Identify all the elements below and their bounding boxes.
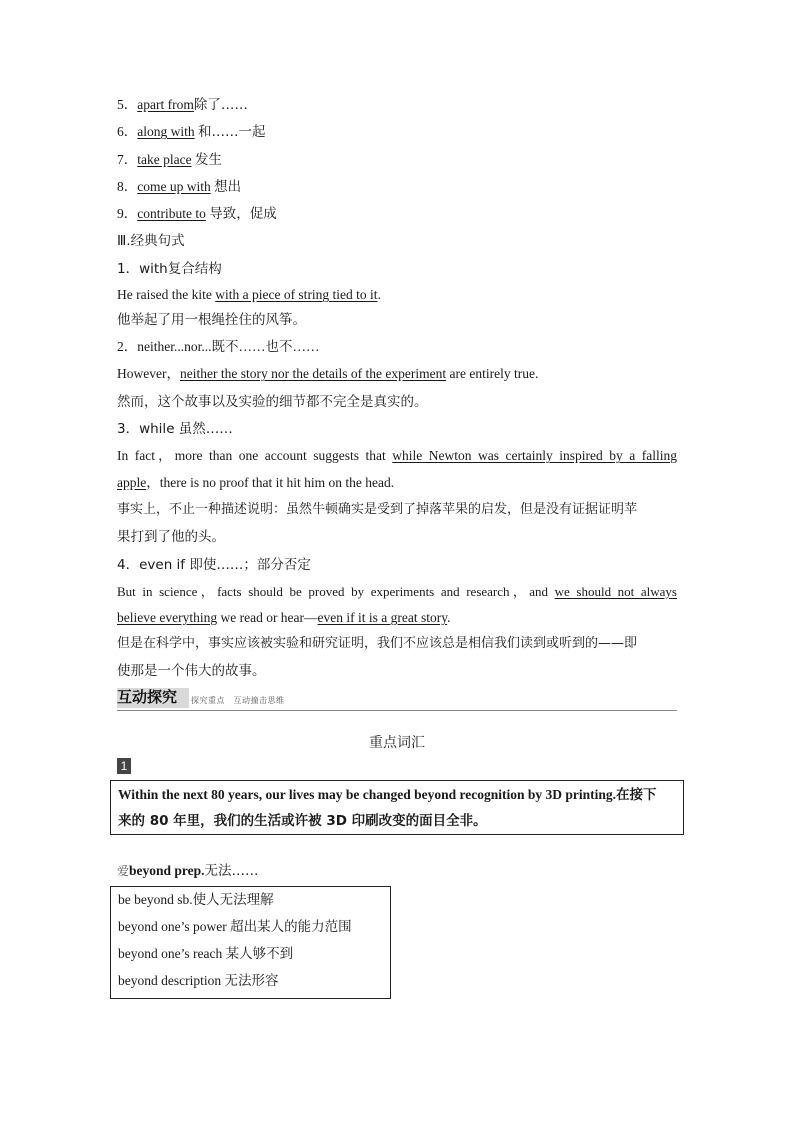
phrase-answer: apart from xyxy=(137,97,194,112)
phrase-answer: contribute to xyxy=(137,206,206,221)
pattern-heading-2: 2．neither...nor...既不……也不…… xyxy=(117,339,320,354)
pattern-heading-3: 3．while 虽然…… xyxy=(117,421,233,437)
phrase-item-5 xyxy=(117,95,677,115)
pattern-example-4-line1: But in science，facts should be proved by experiments and research，and we should not always xyxy=(117,584,677,599)
phrase-meaning: 导致，促成 xyxy=(209,206,277,222)
section-heading: Ⅲ.经典句式 xyxy=(117,233,185,249)
banner-subtitle: 探究重点 互动撞击思维 xyxy=(191,696,285,705)
phrase-number: 5． xyxy=(117,97,138,112)
vocab-item: beyond one’s power 超出某人的能力范围 xyxy=(118,919,352,934)
vocab-item: beyond one’s reach 某人够不到 xyxy=(118,946,294,961)
phrase-number: 8． xyxy=(117,179,138,194)
pattern-example-2: However，neither the story nor the details of the experiment are entirely true. xyxy=(117,366,539,381)
pattern-translation-4-line2: 使那是一个伟大的故事。 xyxy=(117,663,266,679)
vocab-word: beyond prep. xyxy=(129,863,205,878)
phrase-item-8 xyxy=(117,177,677,197)
example-sentence-box xyxy=(110,780,684,835)
answer-blank: even if it is a great story xyxy=(317,610,448,625)
pattern-example-1: He raised the kite with a piece of string tied to it. xyxy=(117,287,381,302)
vocab-list-box xyxy=(110,886,391,999)
item-number-badge: 1 xyxy=(117,758,131,774)
phrase-number: 7． xyxy=(117,152,138,167)
phrase-meaning: 发生 xyxy=(194,152,222,168)
banner-title: 互动探究 xyxy=(117,688,178,706)
vocab-marker: 爱 xyxy=(117,864,130,878)
pattern-example-3-line2: apple，there is no proof that it hit him on the head. xyxy=(117,475,395,490)
example-sentence-cn: 来的 80 年里，我们的生活或许被 3D 印刷改变的面目全非。 xyxy=(118,813,487,829)
pattern-translation-3-line1: 事实上，不止一种描述说明：虽然牛顿确实是受到了掉落苹果的启发，但是没有证据证明苹 xyxy=(117,502,638,517)
vocab-meaning: 无法…… xyxy=(204,863,259,879)
phrase-item-9 xyxy=(117,204,677,224)
phrase-answer: along with xyxy=(137,124,195,139)
pattern-heading-1: 1．with复合结构 xyxy=(117,261,222,277)
pattern-translation-3-line2: 果打到了他的头。 xyxy=(117,529,225,545)
pattern-translation-2: 然而，这个故事以及实验的细节都不完全是真实的。 xyxy=(117,394,428,410)
phrase-answer: come up with xyxy=(137,179,211,194)
pattern-translation-4-line1: 但是在科学中，事实应该被实验和研究证明，我们不应该总是相信我们读到或听到的——即 xyxy=(117,636,638,651)
phrase-meaning: 想出 xyxy=(214,179,242,195)
phrase-item-7 xyxy=(117,150,677,170)
phrase-answer: take place xyxy=(137,152,192,167)
pattern-example-3-line1: In fact，more than one account suggests that while Newton was certainly inspired by a falling xyxy=(117,448,677,463)
answer-blank: while Newton was certainly inspired by a falling xyxy=(392,448,677,463)
phrase-meaning: 和……一起 xyxy=(198,124,266,140)
answer-blank: apple xyxy=(117,475,147,490)
pattern-example-4-line2: believe everything we read or hear—even if it is a great story. xyxy=(117,610,451,625)
answer-blank: with a piece of string tied to it xyxy=(215,287,378,302)
phrase-meaning: 除了…… xyxy=(193,97,248,113)
answer-blank: neither the story nor the details of the experiment xyxy=(179,366,447,381)
phrase-number: 6． xyxy=(117,124,138,139)
section-banner xyxy=(117,686,677,712)
example-sentence-en: Within the next 80 years, our lives may be changed beyond recognition by 3D printing.在接下 xyxy=(118,787,657,803)
answer-blank: we should not always xyxy=(554,584,677,599)
vocab-heading xyxy=(117,861,259,881)
vocab-item: be beyond sb.使人无法理解 xyxy=(118,892,274,907)
pattern-translation-1: 他举起了用一根绳拴住的风筝。 xyxy=(117,312,306,328)
key-vocab-title: 重点词汇 xyxy=(369,735,425,751)
banner-rule xyxy=(117,710,677,711)
phrase-item-6 xyxy=(117,122,677,142)
pattern-heading-4: 4．even if 即使……；部分否定 xyxy=(117,557,311,573)
vocab-item: beyond description 无法形容 xyxy=(118,973,279,988)
answer-blank: believe everything xyxy=(117,610,218,625)
phrase-number: 9． xyxy=(117,206,138,221)
